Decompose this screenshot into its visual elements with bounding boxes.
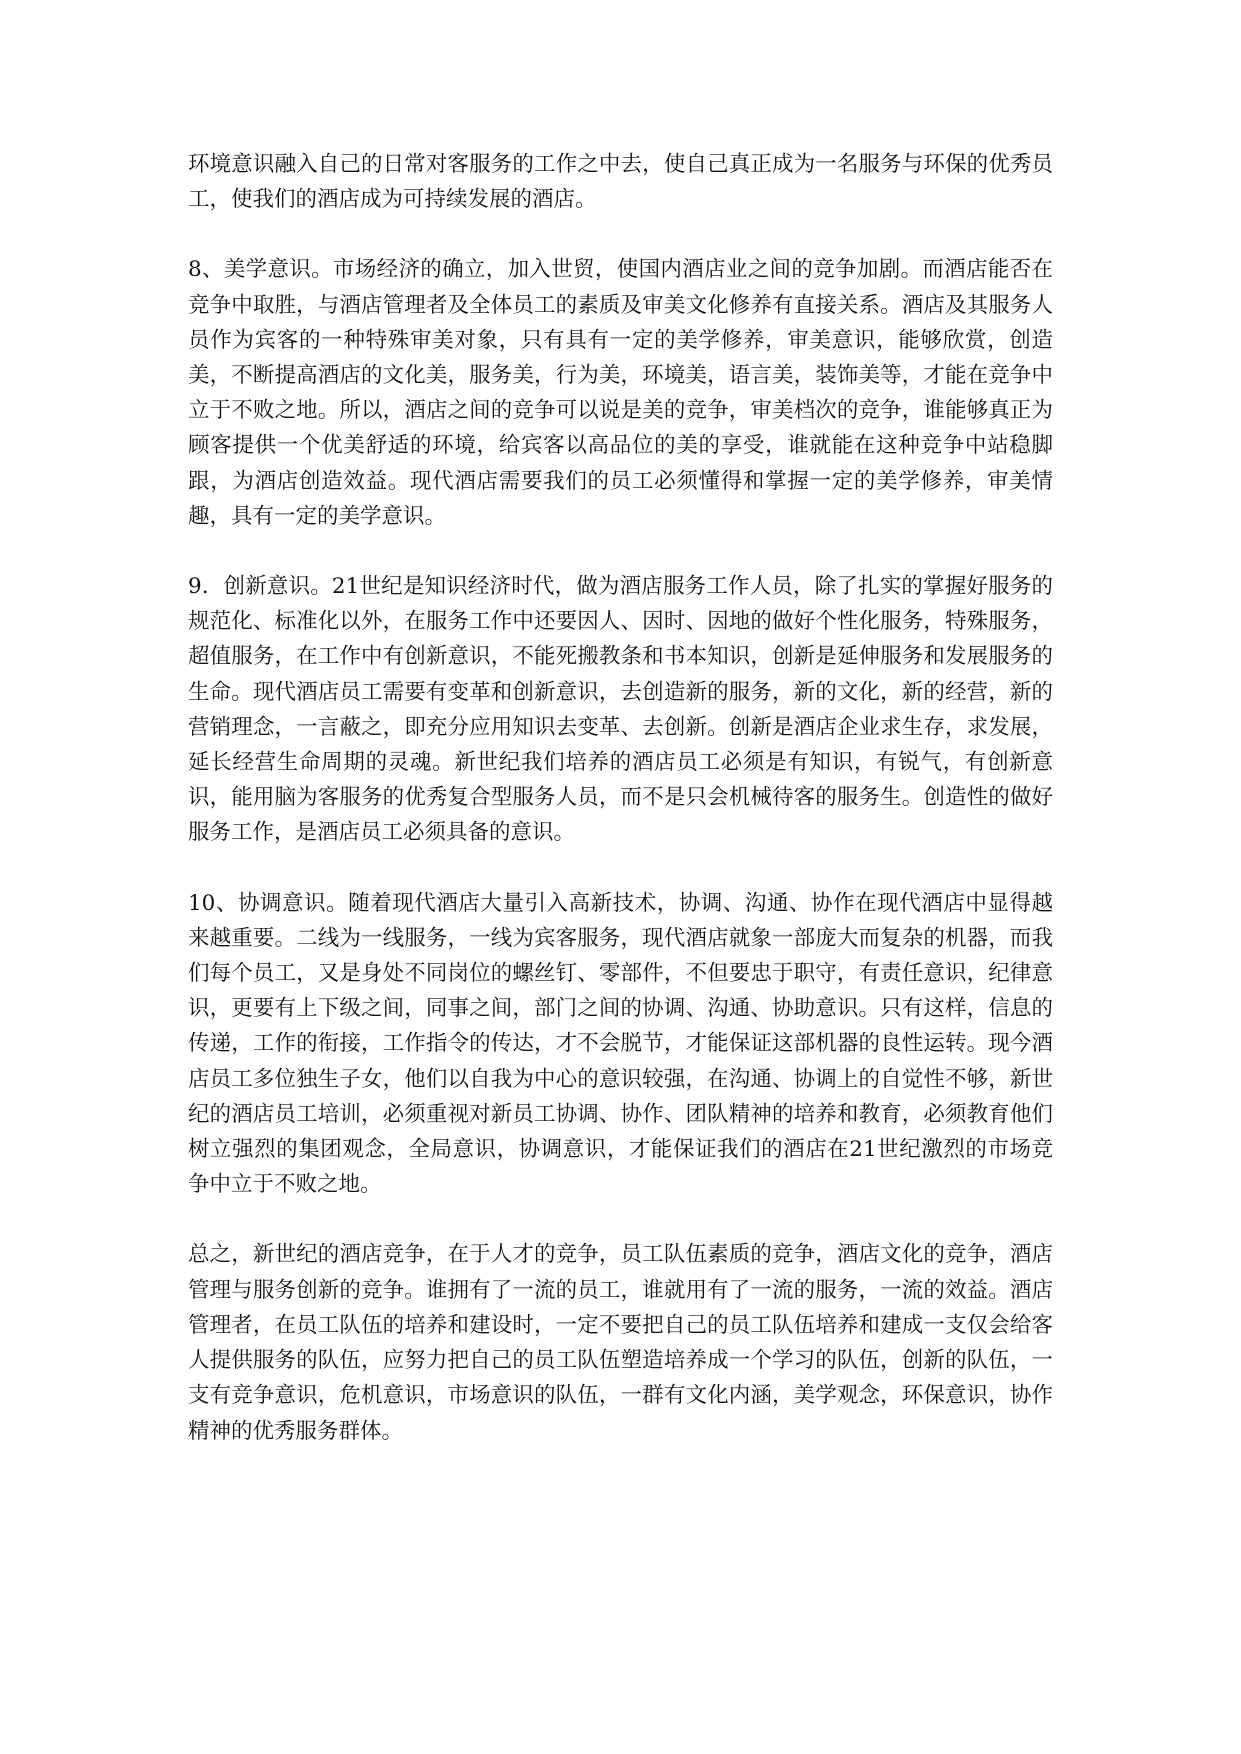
paragraph-coordination-awareness: 10、协调意识。随着现代酒店大量引入高新技术，协调、沟通、协作在现代酒店中显得越来越重要。二线为一线服务，一线为宾客服务，现代酒店就象一部庞大而复杂的机器，而我们每个员工，又是身处不同岗位的螺丝钉、零部件，不但要忠于职守，有责任意识，纪律意识，更要有上下级之间，同事之间，部门之间的协调、沟通、协助意识。只有这样，信息的传递，工作的衔接，工作指令的传达，才不会脱节，才能保证这部机器的良性运转。现今酒店员工多位独生子女，他们以自我为中心的意识较强，在沟通、协调上的自觉性不够，新世纪的酒店员工培训，必须重视对新员工协调、协作、团队精神的培养和教育，必须教育他们树立强烈的集团观念，全局意识，协调意识，才能保证我们的酒店在21世纪激烈的市场竞争中立于不败之地。 <box>188 890 1053 1198</box>
paragraph-aesthetic-awareness: 8、美学意识。市场经济的确立，加入世贸，使国内酒店业之间的竞争加剧。而酒店能否在竞争中取胜，与酒店管理者及全体员工的素质及审美文化修养有直接关系。酒店及其服务人员作为宾客的一种特殊审美对象，只有具有一定的美学修养，审美意识，能够欣赏，创造美，不断提高酒店的文化美，服务美，行为美，环境美，语言美，装饰美等，才能在竞争中立于不败之地。所以，酒店之间的竞争可以说是美的竞争，审美档次的竞争，谁能够真正为顾客提供一个优美舒适的环境，给宾客以高品位的美的享受，谁就能在这种竞争中站稳脚跟，为酒店创造效益。现代酒店需要我们的员工必须懂得和掌握一定的美学修养，审美情趣，具有一定的美学意识。 <box>188 257 1053 529</box>
paragraph-conclusion: 总之，新世纪的酒店竞争，在于人才的竞争，员工队伍素质的竞争，酒店文化的竞争，酒店管理与服务创新的竞争。谁拥有了一流的员工，谁就用有了一流的服务，一流的效益。酒店管理者，在员工队伍的培养和建设时，一定不要把自己的员工队伍培养和建成一支仅会给客人提供服务的队伍，应努力把自己的员工队伍塑造培养成一个学习的队伍，创新的队伍，一支有竞争意识，危机意识，市场意识的队伍，一群有文化内涵，美学观念，环保意识，协作精神的优秀服务群体。 <box>188 1242 1053 1444</box>
paragraph-innovation-awareness: 9．创新意识。21世纪是知识经济时代，做为酒店服务工作人员，除了扎实的掌握好服务的规范化、标准化以外，在服务工作中还要因人、因时、因地的做好个性化服务，特殊服务，超值服务，在工作中有创新意识，不能死搬教条和书本知识，创新是延伸服务和发展服务的生命。现代酒店员工需要有变革和创新意识，去创造新的服务，新的文化，新的经营，新的营销理念，一言蔽之，即充分应用知识去变革、去创新。创新是酒店企业求生存，求发展，延长经营生命周期的灵魂。新世纪我们培养的酒店员工必须是有知识，有锐气，有创新意识，能用脑为客服务的优秀复合型服务人员，而不是只会机械待客的服务生。创造性的做好服务工作，是酒店员工必须具备的意识。 <box>188 574 1053 846</box>
document-body <box>188 147 1053 1484</box>
paragraph-environment-continued: 环境意识融入自己的日常对客服务的工作之中去，使自己真正成为一名服务与环保的优秀员工，使我们的酒店成为可持续发展的酒店。 <box>188 152 1053 213</box>
